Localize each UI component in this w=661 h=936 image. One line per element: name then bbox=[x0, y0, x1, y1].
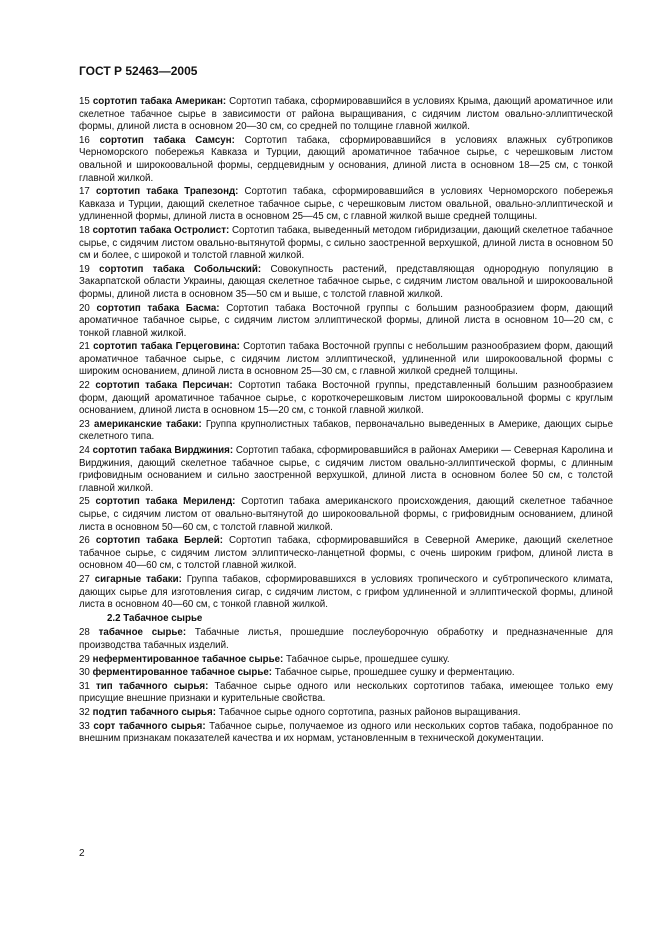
document-header: ГОСТ Р 52463—2005 bbox=[79, 64, 198, 78]
term-number: 32 bbox=[79, 706, 90, 718]
term-entry bbox=[79, 135, 613, 185]
term-definition: Сортотип табака американского происхождения, дающий скелетное табачное сырье, с сидячим листом от овально-вытянутой до широкоовальной формы, с грифовидным основанием, длиной листа в основном 50—60 см, с толстой главной жилкой. bbox=[79, 496, 613, 533]
term-name: ферментированное табачное сырье: bbox=[92, 667, 272, 679]
term-definition: Сортотип табака, сформировавшийся в условиях Крыма, дающий ароматичное или скелетное табачное сырье в зависимости от района выращивания, с сидячим листом овально-эллиптической формы, длиной листа в основном 20—30 см, со средней по толщине главной жилкой. bbox=[79, 96, 613, 133]
term-entry bbox=[79, 96, 613, 134]
term-entry bbox=[79, 681, 613, 706]
term-name: сортотип табака Остролист: bbox=[92, 224, 230, 236]
term-entry bbox=[79, 627, 613, 652]
term-definition: Группа табаков, сформировавшихся в условиях тропического и субтропического климата, дающих сырье для изготовления сигар, с сидячим листом, с грифом удлиненной и эллиптической формы, длиной листа в основном 40—60 см, с тонкой главной жилкой. bbox=[79, 573, 613, 611]
term-number: 18 bbox=[79, 224, 90, 236]
term-entry bbox=[79, 341, 613, 379]
term-entry bbox=[79, 535, 613, 573]
term-number: 28 bbox=[79, 627, 90, 639]
term-definition: Табачное сырье, прошедшее сушку. bbox=[286, 653, 450, 665]
term-name: сортотип табака Вирджиния: bbox=[92, 445, 234, 457]
term-name: сортотип табака Герцеговина: bbox=[93, 341, 240, 353]
term-entry bbox=[79, 225, 613, 263]
term-name: сортотип табака Самсун: bbox=[99, 134, 235, 146]
term-number: 21 bbox=[79, 341, 90, 353]
term-definition: Сортотип табака Восточной группы с небольшим разнообразием форм, дающий ароматичное табачное сырье, с сидячим листом эллиптической, удлиненной или широкоовальной формы с широким основанием, длиной листа в основном 25—30 см, с главной жилкой средней толщины. bbox=[79, 341, 614, 378]
term-entry bbox=[79, 186, 613, 224]
term-entry bbox=[79, 303, 613, 341]
term-number: 19 bbox=[79, 263, 90, 275]
term-name: табачное сырье: bbox=[98, 627, 187, 639]
term-entry bbox=[79, 574, 613, 612]
term-name: сортотип табака Басма: bbox=[96, 302, 220, 314]
term-definition: Табачное сырье одного или нескольких сортотипов табака, имеющее только ему присущие внешние признаки и курительные свойства. bbox=[79, 680, 613, 705]
term-name: тип табачного сырья: bbox=[96, 680, 209, 692]
term-entry bbox=[79, 419, 613, 444]
term-definition: Табачное сырье одного сортотипа, разных районов выращивания. bbox=[218, 706, 521, 718]
term-entry bbox=[79, 707, 613, 720]
term-number: 29 bbox=[79, 653, 90, 665]
term-definition: Сортотип табака, сформировавшийся в районах Америки — Северная Каролина и Вирджиния, дающий скелетное табачное сырье, с сидячим листом овально-эллиптической формы, с длинным грифовидным основанием и сильно заостренной верхушкой, длиной листа в основном более 50 см, с толстой главной жилкой. bbox=[79, 445, 613, 494]
term-number: 25 bbox=[79, 496, 90, 508]
term-name: американские табаки: bbox=[93, 418, 202, 430]
term-definition: Сортотип табака, сформировавшийся в Северной Америке, дающий скелетное табачное сырье, с сидячим листом эллиптическо-ланцетной формы, с очень широким грифом, длиной листа в основном 40—60 см, с толстой главной жилкой. bbox=[79, 535, 613, 572]
term-number: 17 bbox=[79, 186, 90, 198]
terms-list-tobacco-types bbox=[79, 96, 613, 612]
term-definition: Сортотип табака Восточной группы с большим разнообразием форм, дающий ароматичное табачное сырье, с сидячим листом эллиптической формы, длиной листа в основном 10—20 см, с тонкой главной жилкой. bbox=[79, 302, 613, 339]
term-entry bbox=[79, 721, 613, 746]
term-number: 27 bbox=[79, 573, 90, 585]
page-number: 2 bbox=[79, 848, 85, 859]
term-name: сортотип табака Трапезонд: bbox=[95, 186, 239, 198]
term-number: 30 bbox=[79, 667, 90, 679]
terms-list-tobacco-raw bbox=[79, 627, 613, 745]
term-name: сортотип табака Собольчский: bbox=[99, 263, 262, 275]
term-entry bbox=[79, 264, 613, 302]
term-entry bbox=[79, 667, 613, 680]
term-entry bbox=[79, 445, 613, 495]
term-name: подтип табачного сырья: bbox=[92, 706, 216, 718]
term-definition: Совокупность растений, представляющая однородную популяцию в Закарпатской области Украины, дающая скелетное табачное сырье, с сидячим листом овальной и широкоовальной формы, длиной листа в основном 35—50 см и выше, с толстой главной жилкой. bbox=[79, 263, 614, 300]
term-name: сигарные табаки: bbox=[94, 573, 182, 585]
term-number: 20 bbox=[79, 302, 90, 314]
term-number: 22 bbox=[79, 380, 90, 392]
term-entry bbox=[79, 380, 613, 418]
term-definition: Табачное сырье, получаемое из одного или нескольких сортов табака, подобранное по внешним признакам показателей качества и их нормам, установленным в технической документации. bbox=[79, 720, 613, 745]
term-definition: Сортотип табака, сформировавшийся в условиях Черноморского побережья Кавказа и Турции, дающий скелетное табачное сырье, с черешковым листом овальной, овально-эллиптической и удлиненной формы, длиной листа в основном 25—45 см, с главной жилкой выше средней толщины. bbox=[79, 186, 613, 223]
term-definition: Табачное сырье, прошедшее сушку и ферментацию. bbox=[274, 667, 515, 679]
term-definition: Сортотип табака, выведенный методом гибридизации, дающий скелетное табачное сырье, с сидячим листом овально-вытянутой формы, с сильно заостренной верхушкой, длиной листа в основном 50 см и более, с широкой и толстой главной жилкой. bbox=[79, 224, 614, 262]
term-number: 31 bbox=[79, 680, 90, 692]
term-number: 15 bbox=[79, 96, 90, 107]
term-name: неферментированное табачное сырье: bbox=[92, 653, 284, 665]
term-number: 23 bbox=[79, 418, 90, 430]
term-name: сортотип табака Берлей: bbox=[95, 535, 223, 547]
term-number: 33 bbox=[79, 720, 90, 732]
term-entry bbox=[79, 654, 613, 667]
term-definition: Группа крупнолистных табаков, первоначально выведенных в Америке, дающих сырье скелетного типа. bbox=[79, 418, 613, 443]
term-definition: Сортотип табака Восточной группы, представленный большим разнообразием форм, дающий ароматичное табачное сырье, с короткочерешковым листом широкоовальной формы с круглым основанием, длиной листа в основном 15—20 см, с тонкой главной жилкой. bbox=[79, 380, 613, 417]
term-name: сорт табачного сырья: bbox=[93, 720, 206, 732]
term-number: 16 bbox=[79, 134, 90, 146]
document-body bbox=[79, 96, 613, 747]
term-number: 26 bbox=[79, 535, 90, 547]
term-definition: Табачные листья, прошедшие послеуборочную обработку и предназначенные для производства табачных изделий. bbox=[79, 627, 613, 651]
term-name: сортотип табака Персичан: bbox=[95, 380, 233, 392]
term-number: 24 bbox=[79, 445, 90, 457]
term-entry bbox=[79, 496, 613, 534]
term-name: сортотип табака Мериленд: bbox=[95, 496, 236, 508]
section-heading: 2.2 Табачное сырье bbox=[107, 612, 203, 624]
term-definition: Сортотип табака, сформировавшийся в условиях влажных субтропиков Черноморского побережья Кавказа и Турции, дающий ароматичное табачное сырье, с черешковым листом овальной и широкоовальной формы, сердцевидным у основания, длиной листа в основном 18—25 см, с тонкой главной жилкой. bbox=[79, 134, 613, 184]
term-name: сортотип табака Американ: bbox=[92, 96, 227, 107]
